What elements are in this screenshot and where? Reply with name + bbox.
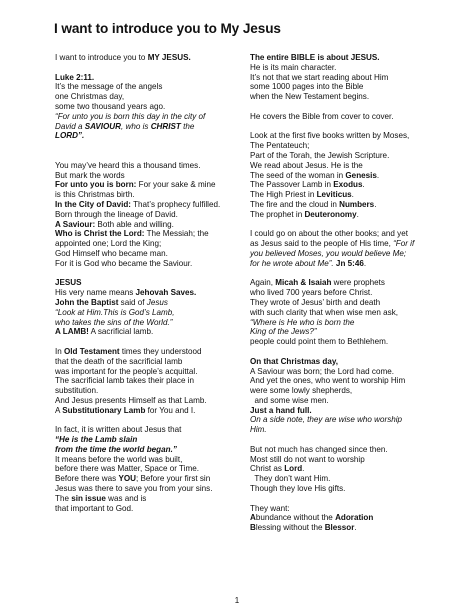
bible-paragraph [250,53,433,102]
ot-line-7 [55,406,235,416]
other-quote: for he wrote about Me”. [250,258,334,268]
bible-line-2: He is its main character. [250,62,337,72]
moses-line-6 [250,180,433,190]
fact-line-2: “He is the Lamb slain [55,435,138,445]
heard-term: Who is Christ the Lord: [55,229,145,239]
prophets-line-1 [250,278,433,288]
ot-line-5: substitution. [55,386,99,396]
heard-line-6: Born through the lineage of David. [55,209,178,219]
moses-line-3: Part of the Torah, the Jewish Scripture. [250,150,390,160]
jesus-term: John the Baptist [55,297,119,307]
moses-line-4: We read about Jesus. He is the [250,160,363,170]
christmas-line-4: and some wise men. [250,395,329,405]
left-column [55,53,235,523]
moses-line-8 [250,200,433,210]
changed-lord: Lord [284,464,303,474]
ot-text: In [55,346,64,356]
moses-text: The Passover Lamb in [250,180,334,190]
want-text: . [354,523,357,533]
want-text: lessing without the [255,523,325,533]
intro-line [55,53,235,63]
changed-text: Christ as [250,464,285,474]
fact-line-6 [55,474,235,484]
bible-heading: The entire BIBLE is about JESUS. [250,53,380,62]
changed-text: . [302,464,305,474]
moses-text: . [376,170,380,180]
jesus-text: His very name means [55,288,136,298]
christmas-paragraph [250,357,433,435]
changed-line-3 [250,464,433,474]
heard-line-5 [55,200,235,210]
jesus-term: Jehovah Saves. [135,288,197,298]
luke-line-1: It’s the message of the angels [55,82,163,92]
luke-quote-part: David a [55,121,85,131]
heard-line-10: God Himself who became man. [55,248,168,258]
moses-text: The prophet in [250,209,305,219]
jesus-line-5 [55,327,235,337]
other-text: as Jesus said to the people of His time, [250,239,394,249]
christmas-line-5: Just a hand full. [250,405,312,415]
jesus-line-2 [55,298,235,308]
intro-paragraph [55,53,235,63]
luke-quote-line-3: LORD”. [55,131,85,141]
want-text: bundance without the [255,513,336,523]
fact-line-8 [55,494,235,504]
fact-text: was and is [105,493,147,503]
want-line-2 [250,513,433,523]
book-deuteronomy: Deuteronomy [304,209,357,219]
prophets-line-5: “Where is He who is born the [250,317,355,327]
jesus-text: said of [118,297,147,307]
want-initial: B [250,523,256,533]
prophets-line-6: King of the Jews?” [250,327,317,337]
book-exodus: Exodus [333,180,363,190]
luke-quote-part: the [180,121,195,131]
fact-line-5: before there was Matter, Space or Time. [55,464,199,474]
christmas-line-7: Him. [250,425,267,435]
prophets-text: Again, [250,278,276,288]
book-genesis: Genesis [345,170,377,180]
ot-text: A [55,405,63,415]
changed-line-2: Most still do not want to worship [250,454,365,464]
other-books-paragraph [250,229,433,268]
heard-line-9: appointed one; Lord the King; [55,239,162,249]
intro-emphasis: MY JESUS. [147,53,191,62]
ot-line-3: was important for the people’s acquittal. [55,366,198,376]
ot-term: Old Testament [64,346,120,356]
other-text: . [363,258,367,268]
fact-paragraph [55,425,235,513]
christmas-line-2: And yet the ones, who went to worship Him [250,376,406,386]
fact-line-3: from the time the world began.” [55,444,177,454]
other-line-2 [250,239,433,249]
prophets-line-4: with such clarity that when wise men ask, [250,307,398,317]
luke-reference: Luke 2:11. [55,72,95,82]
jesus-paragraph [55,278,235,337]
luke-quote-christ: CHRIST [150,121,181,131]
moses-text: The fire and the cloud in [250,199,340,209]
heard-line-8 [55,229,235,239]
heard-paragraph [55,161,235,269]
want-line-3 [250,523,433,533]
heard-term: A Saviour: [55,219,96,229]
heard-line-3 [55,180,235,190]
ot-line-6: And Jesus presents Himself as that Lamb. [55,395,207,405]
page-title: I want to introduce you to My Jesus [54,21,281,36]
moses-text: The seed of the woman in [250,170,346,180]
ot-text: for You and I. [145,405,196,415]
luke-quote-line-2 [55,122,235,132]
prophets-line-3: They wrote of Jesus’ birth and death [250,297,381,307]
jesus-line-1 [55,288,235,298]
old-testament-paragraph [55,347,235,416]
prophets-line-2: who lived 700 years before Christ. [250,288,373,298]
jesus-term: A LAMB! [55,327,89,337]
page-number: 1 [234,596,240,605]
bible-line-3: It’s not that we start reading about Him [250,72,389,82]
moses-text: . [362,180,365,190]
book-leviticus: Leviticus [316,190,352,200]
moses-text: The High Priest in [250,190,317,200]
right-column [250,53,433,543]
bible-line-4: some 1000 pages into the Bible [250,82,364,92]
moses-text: . [351,190,354,200]
other-reference: Jn 5:46 [333,258,364,268]
fact-text: ; Before your first sin [135,474,211,484]
jesus-line-4: who takes the sins of the World.” [55,317,173,327]
heard-term: For unto you is born: [55,180,137,190]
want-line-1: They want: [250,503,290,513]
want-term: Blessor [324,523,355,533]
christmas-heading: On that Christmas day, [250,356,338,366]
fact-text: The [55,493,72,503]
heard-line-4: is this Christmas birth. [55,190,135,200]
heard-text: That’s prophecy fulfilled. [131,199,221,209]
jesus-name: Jesus [146,297,168,307]
other-line-1: I could go on about the other books; and yet [250,229,408,239]
heard-line-1: You may’ve heard this a thousand times. [55,160,201,170]
fact-term: sin issue [71,493,106,503]
heard-text: Both able and willing. [95,219,174,229]
fact-line-1: In fact, it is written about Jesus that [55,425,182,435]
moses-line-5 [250,171,433,181]
changed-line-5: Though they love His gifts. [250,484,346,494]
fact-line-4: It means before the world was built, [55,454,183,464]
ot-line-1 [55,347,235,357]
fact-line-9: that important to God. [55,503,134,513]
covers-paragraph [250,112,433,122]
moses-line-7 [250,190,433,200]
moses-paragraph [250,131,433,219]
ot-line-2: that the death of the sacrificial lamb [55,356,183,366]
christmas-line-3: were some lowly shepherds, [250,386,353,396]
changed-line-1: But not much has changed since then. [250,444,388,454]
heard-line-7 [55,220,235,230]
heard-text: The Messiah; the [144,229,209,239]
heard-text: For your sake & mine [136,180,216,190]
ot-term: Substitutionary Lamb [62,405,146,415]
fact-term: YOU [118,474,136,484]
changed-line-4: They don’t want Him. [250,474,331,484]
jesus-line-3: “Look at Him.This is God’s Lamb, [55,307,175,317]
want-term: Adoration [335,513,374,523]
covers-line: He covers the Bible from cover to cover. [250,111,394,121]
want-paragraph [250,504,433,533]
ot-line-4: The sacrificial lamb takes their place in [55,376,195,386]
moses-text: . [356,209,359,219]
other-quote: “For if [393,239,415,249]
other-line-3: you believed Moses, you would believe Me; [250,248,407,258]
prophets-line-7: people could point them to Bethlehem. [250,337,389,347]
book-numbers: Numbers [339,199,375,209]
moses-line-1: Look at the first five books written by Moses, [250,131,410,141]
want-initial: A [250,513,256,523]
prophets-text: were prophets [331,278,385,288]
luke-quote-part: , who is [120,121,151,131]
jesus-text: A sacrificial lamb. [88,327,154,337]
luke-paragraph [55,73,235,142]
moses-line-2: The Pentateuch; [250,141,310,151]
other-line-4 [250,259,433,269]
luke-line-3: some two thousand years ago. [55,101,166,111]
heard-line-2: But mark the words [55,170,125,180]
heard-line-11: For it is God who became the Saviour. [55,258,193,268]
luke-quote-saviour: SAVIOUR [84,121,121,131]
fact-text: Before there was [55,474,119,484]
intro-text: I want to introduce you to [55,53,148,62]
bible-line-5: when the New Testament begins. [250,92,370,102]
luke-quote-line-1: “For unto you is born this day in the city of [55,111,206,121]
moses-text: . [374,199,377,209]
christmas-line-6: On a side note, they are wise who worship [250,415,403,425]
luke-line-2: one Christmas day, [55,92,125,102]
fact-line-7: Jesus was there to save you from your sins. [55,484,213,494]
moses-line-9 [250,210,433,220]
christmas-line-1: A Saviour was born; the Lord had come. [250,366,394,376]
changed-paragraph [250,445,433,494]
ot-text: times they understood [119,346,202,356]
prophets-names: Micah & Isaiah [275,278,332,288]
jesus-heading: JESUS [55,278,82,288]
heard-term: In the City of David: [55,199,131,209]
prophets-paragraph [250,278,433,347]
